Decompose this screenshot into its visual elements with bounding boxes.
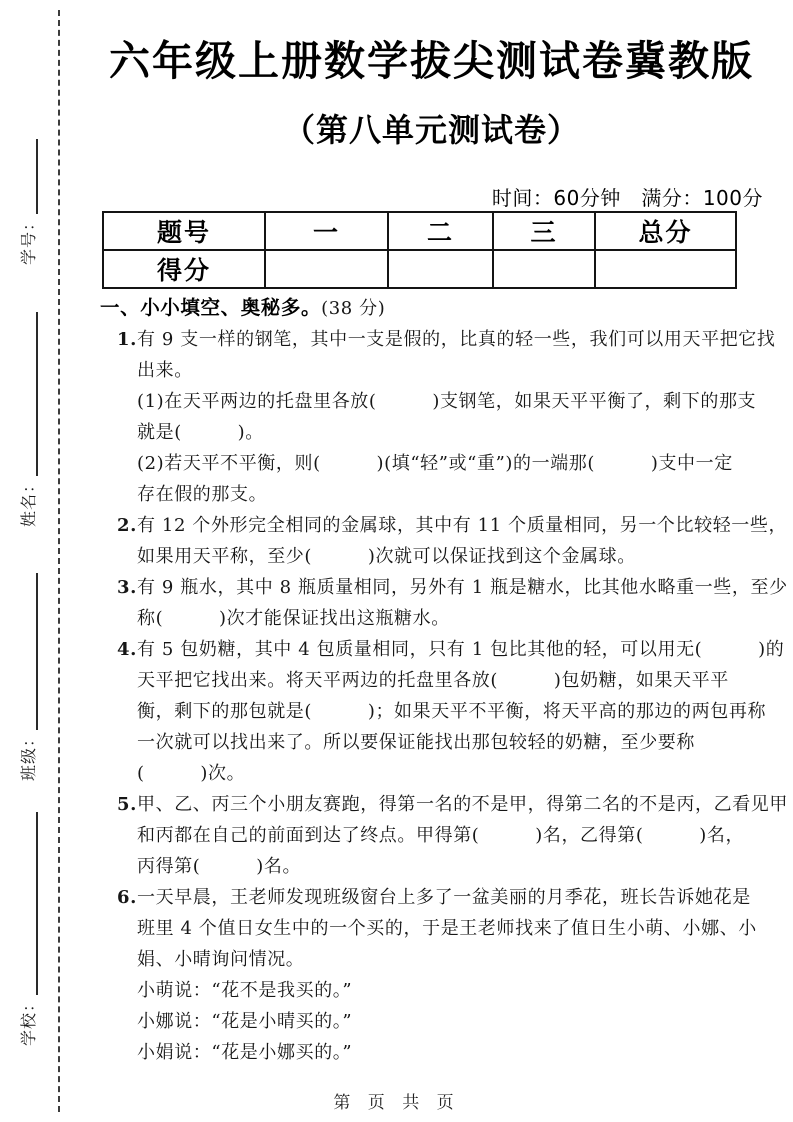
question-6 [100,882,763,1068]
score-cell [388,250,493,288]
exam-time-score-meta: 时间：60分钟 满分：100分 [491,186,763,210]
column-two: 二 [388,212,493,250]
question-text-line: 如果用天平称，至少( )次就可以保证找到这个金属球。 [137,546,636,567]
page-footer: 第 页 共 页 [333,1093,460,1113]
sidebar-field-student-id [16,139,42,265]
question-number: 4. [117,639,137,660]
question-text-line: 衡，剩下的那包就是( )；如果天平不平衡，将天平高的那边的两包再称 [137,701,767,722]
paper-title: 六年级上册数学拔尖测试卷冀教版 [109,37,754,85]
question-text-line: 出来。 [137,360,193,381]
question-text-line: 班里 4 个值日女生中的一个买的，于是王老师找来了值日生小萌、小娜、小 [137,918,757,939]
question-text-line: 天平把它找出来。将天平两边的托盘里各放( )包奶糖，如果天平平 [137,670,729,691]
question-2 [100,510,788,572]
name-label: 姓名： [19,475,38,527]
fold-dashed-line [58,10,60,1112]
student-id-blank-line [36,139,38,214]
sidebar-field-class [16,573,42,781]
question-text-line: 就是( )。 [137,422,264,443]
score-cell [493,250,595,288]
sidebar-field-name [16,312,42,527]
question-number: 2. [117,515,137,536]
score-table-score-row [103,250,736,288]
question-text-line: 一次就可以找出来了。所以要保证能找出那包较轻的奶糖，至少要称 [137,732,695,753]
questions-area [100,292,788,1068]
paper-subtitle: （第八单元测试卷） [282,111,580,149]
question-5 [100,789,788,882]
question-number-label: 题号 [103,212,265,250]
question-text-line: (2)若天平不平衡，则( )(填“轻”或“重”)的一端那( )支中一定 [137,453,733,474]
score-cell [595,250,736,288]
column-one: 一 [265,212,388,250]
section-heading-text: 一、小小填空、奥秘多。 [100,296,322,319]
question-text-line: 称( )次才能保证找出这瓶糖水。 [137,608,450,629]
sidebar-field-school [16,812,42,1046]
question-number: 1. [117,329,137,350]
score-label: 得分 [103,250,265,288]
score-table [102,211,737,289]
question-text-line: 有 9 瓶水，其中 8 瓶质量相同，另外有 1 瓶是糖水，比其他水略重一些，至少 [137,577,788,598]
question-4 [100,634,785,789]
student-id-label: 学号： [19,213,38,265]
class-blank-line [36,573,38,730]
school-blank-line [36,812,38,995]
question-number: 5. [117,794,137,815]
name-blank-line [36,312,38,476]
score-cell [265,250,388,288]
column-total: 总分 [595,212,736,250]
column-three: 三 [493,212,595,250]
question-text-line: 有 12 个外形完全相同的金属球，其中有 11 个质量相同，另一个比较轻一些， [137,515,788,536]
question-number: 3. [117,577,137,598]
question-text-line: 娟、小晴询问情况。 [137,949,305,970]
question-text-line: (1)在天平两边的托盘里各放( )支钢笔，如果天平平衡了，剩下的那支 [137,391,757,412]
section-one-heading [100,292,763,324]
question-text-line: 小萌说：“花不是我买的。” [137,980,353,1001]
section-points: (38 分) [321,298,386,319]
question-text-line: 甲、乙、丙三个小朋友赛跑，得第一名的不是甲，得第二名的不是丙，乙看见甲 [137,794,788,815]
question-text-line: 小娟说：“花是小娜买的。” [137,1042,353,1063]
question-text-line: 一天早晨，王老师发现班级窗台上多了一盆美丽的月季花，班长告诉她花是 [137,887,751,908]
question-text-line: 有 9 支一样的钢笔，其中一支是假的，比真的轻一些，我们可以用天平把它找 [137,329,776,350]
question-3 [100,572,788,634]
question-text-line: ( )次。 [137,763,246,784]
score-table-header-row [103,212,736,250]
question-text-line: 有 5 包奶糖，其中 4 包质量相同，只有 1 包比其他的轻，可以用无( )的 [137,639,785,660]
class-label: 班级： [19,729,38,781]
question-number: 6. [117,887,137,908]
question-text-line: 丙得第( )名。 [137,856,302,877]
question-text-line: 和丙都在自己的前面到达了终点。甲得第( )名，乙得第( )名， [137,825,745,846]
question-text-line: 小娜说：“花是小晴买的。” [137,1011,353,1032]
question-text-line: 存在假的那支。 [137,484,268,505]
school-label: 学校： [19,994,38,1046]
question-1 [100,324,776,510]
